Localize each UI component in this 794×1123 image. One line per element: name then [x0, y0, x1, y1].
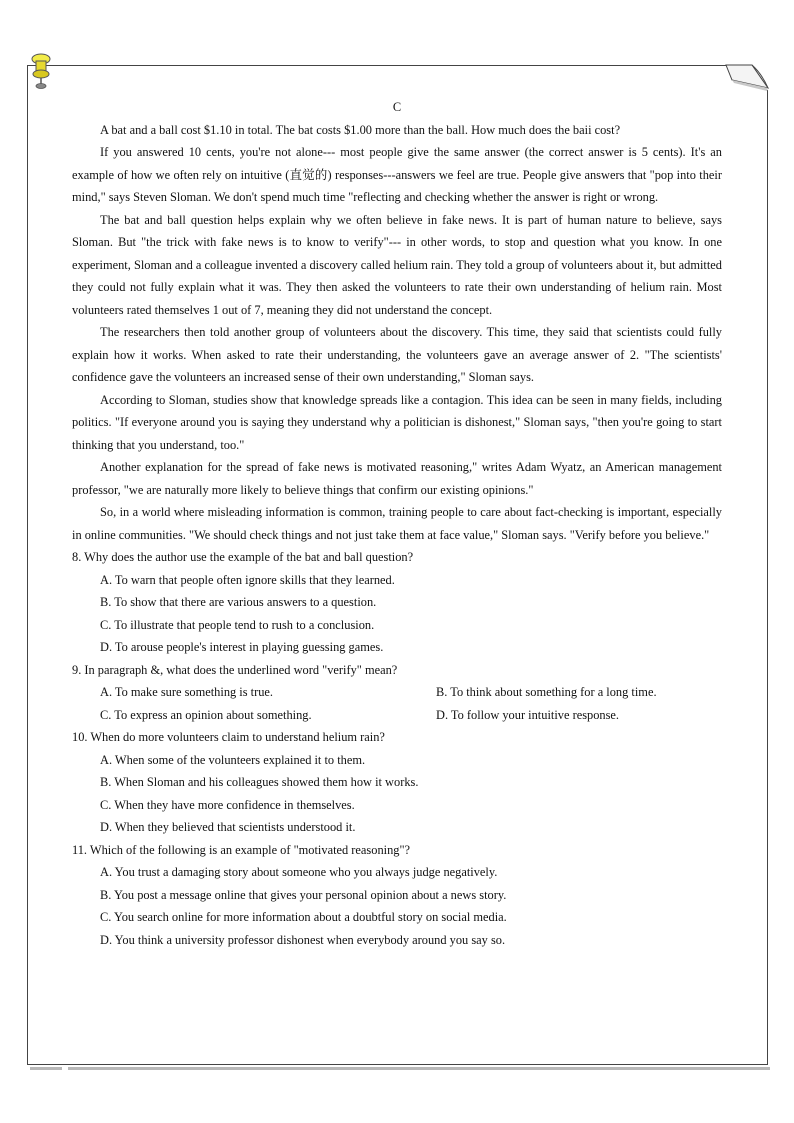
pushpin-icon — [28, 52, 54, 90]
question-11-option-c: C. You search online for more information about a doubtful story on social media. — [100, 910, 507, 924]
question-11-option-b: B. You post a message online that gives your personal opinion about a news story. — [100, 887, 507, 902]
paragraph-5: According to Sloman, studies show that knowledge spreads like a contagion. This idea can be seen in many fields, including politics. "If everyone around you is saying they understand why a politician is dishonest," Sloman says, "then you're going to start thinking that you understand, too." — [72, 392, 722, 452]
question-9-option-c: C. To express an opinion about something. — [100, 707, 312, 722]
question-11-option-a: A. You trust a damaging story about someone who you always judge negatively. — [100, 865, 498, 879]
paragraph-1: A bat and a ball cost $1.10 in total. The bat costs $1.00 more than the ball. How much does the baii cost? — [100, 122, 621, 137]
question-9-options-row-1 — [100, 681, 722, 704]
question-8-option-c: C. To illustrate that people tend to rush to a conclusion. — [100, 617, 375, 632]
section-heading: C — [392, 100, 402, 114]
question-11-option-d: D. You think a university professor dishonest when everybody around you say so. — [100, 932, 506, 947]
question-8-option-a: A. To warn that people often ignore skills that they learned. — [100, 572, 395, 587]
page-frame-bottom — [27, 1064, 768, 1065]
paragraph-7: So, in a world where misleading information is common, training people to care about fact-checking is important, especially in online communities. "We should check things and not just take them at face value," Sloman says. "Verify before you believe." — [72, 505, 722, 542]
passage-content — [72, 96, 722, 951]
paragraph-4: The researchers then told another group of volunteers about the discovery. This time, they said that scientists could fully explain how it works. When asked to rate their understanding, the volunteers gave an average answer of 2. "The scientists' confidence gave the volunteers an increased sense of their own understanding," Sloman says. — [72, 325, 722, 384]
page-frame-left — [27, 65, 28, 1065]
question-9-options-row-2 — [100, 704, 722, 727]
question-8-option-b: B. To show that there are various answers to a question. — [100, 595, 377, 609]
paragraph-6: Another explanation for the spread of fake news is motivated reasoning," writes Adam Wyatz, an American management professor, "we are naturally more likely to believe things that confirm our existing opinions." — [72, 460, 722, 497]
question-9-option-d: D. To follow your intuitive response. — [436, 707, 620, 722]
paragraph-2: If you answered 10 cents, you're not alone--- most people give the same answer (the correct answer is 5 cents). It's an example of how we often rely on intuitive (直觉的) responses---answers we feel are true. People give answers that "pop into their mind," says Steven Sloman. We don't spend much time "reflecting and checking whether the answer is right or wrong. — [72, 145, 722, 204]
question-10-option-a: A. When some of the volunteers explained it to them. — [100, 752, 366, 767]
page-frame-shadow-gap — [62, 1066, 68, 1071]
question-9-stem: 9. In paragraph &, what does the underlined word "verify" mean? — [72, 662, 398, 677]
question-10-option-d: D. When they believed that scientists understood it. — [100, 820, 356, 834]
question-9-option-a: A. To make sure something is true. — [100, 685, 274, 699]
question-8-stem: 8. Why does the author use the example of the bat and ball question? — [72, 550, 414, 564]
page-frame-shadow — [30, 1067, 770, 1070]
page-frame-right — [767, 90, 768, 1065]
question-8-option-d: D. To arouse people's interest in playing guessing games. — [100, 640, 384, 654]
paragraph-3: The bat and ball question helps explain why we often believe in fake news. It is part of human nature to believe, says Sloman. But "the trick with fake news is to know to verify"--- in other words, to stop and question what you know. In one experiment, Sloman and a colleague invented a discovery called helium rain. They told a group of volunteers about it, but admitted they could not fully explain what it was. They then asked the volunteers to rate their own understanding of helium rain. Most volunteers rated themselves 1 out of 7, meaning they did not understand the concept. — [72, 212, 722, 317]
question-11-stem: 11. Which of the following is an example of "motivated reasoning"? — [72, 842, 411, 857]
question-9-option-b: B. To think about something for a long time. — [436, 685, 657, 699]
question-10-stem: 10. When do more volunteers claim to understand helium rain? — [72, 730, 385, 744]
page-frame-top — [27, 65, 727, 66]
question-10-option-b: B. When Sloman and his colleagues showed them how it works. — [100, 775, 419, 789]
page-curl-icon — [722, 62, 772, 94]
question-10-option-c: C. When they have more confidence in themselves. — [100, 797, 355, 812]
